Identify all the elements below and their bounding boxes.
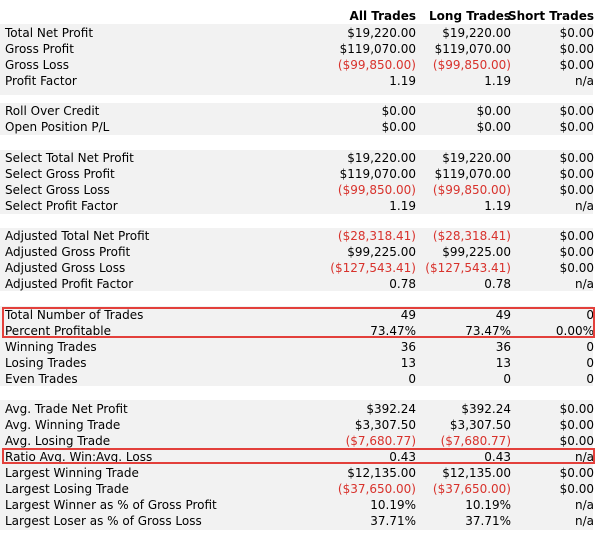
table-row [0,513,606,529]
row-label: Largest Losing Trade [5,482,129,496]
value-all-trades: ($37,650.00) [337,482,416,496]
value-all-trades: $3,307.50 [354,418,416,432]
value-short-trades: n/a [574,199,594,213]
value-short-trades: $0.00 [559,418,594,432]
value-all-trades: 49 [400,308,416,322]
value-long-trades: ($127,543.41) [425,261,511,275]
row-label: Largest Winner as % of Gross Profit [5,498,217,512]
row-label: Total Number of Trades [5,308,144,322]
row-label: Percent Profitable [5,324,111,338]
value-long-trades: 37.71% [465,514,511,528]
row-label: Even Trades [5,372,78,386]
value-short-trades: $0.00 [559,402,594,416]
table-row [0,449,606,465]
value-short-trades: 0.00% [555,324,594,338]
value-short-trades: 0 [586,356,594,370]
value-all-trades: $119,070.00 [339,42,416,56]
value-long-trades: ($99,850.00) [432,58,511,72]
table-row [0,103,606,119]
value-all-trades: ($99,850.00) [337,58,416,72]
value-short-trades: $0.00 [559,466,594,480]
value-short-trades: $0.00 [559,482,594,496]
value-long-trades: 36 [495,340,511,354]
value-short-trades: $0.00 [559,42,594,56]
table-row [0,73,606,89]
value-short-trades: n/a [574,74,594,88]
table-row [0,25,606,41]
row-label: Largest Winning Trade [5,466,139,480]
value-long-trades: $19,220.00 [442,26,511,40]
value-all-trades: 1.19 [389,74,416,88]
value-all-trades: $99,225.00 [347,245,416,259]
table-row [0,417,606,433]
value-short-trades: n/a [574,498,594,512]
value-all-trades: $19,220.00 [347,26,416,40]
value-short-trades: $0.00 [559,183,594,197]
value-all-trades: $0.00 [381,104,416,118]
table-row [0,355,606,371]
value-long-trades: $392.24 [461,402,511,416]
value-long-trades: ($28,318.41) [432,229,511,243]
table-row [0,307,606,323]
table-row [0,481,606,497]
value-long-trades: 13 [495,356,511,370]
table-row [0,276,606,292]
value-long-trades: 73.47% [465,324,511,338]
value-short-trades: $0.00 [559,26,594,40]
value-all-trades: $19,220.00 [347,151,416,165]
table-row [0,401,606,417]
value-short-trades: $0.00 [559,261,594,275]
value-long-trades: $19,220.00 [442,151,511,165]
value-short-trades: $0.00 [559,151,594,165]
value-long-trades: $0.00 [476,104,511,118]
value-long-trades: $99,225.00 [442,245,511,259]
table-row [0,182,606,198]
value-all-trades: $392.24 [366,402,416,416]
column-header-all-trades: All Trades [349,9,416,23]
value-all-trades: ($7,680.77) [345,434,416,448]
value-short-trades: n/a [574,277,594,291]
value-short-trades: 0 [586,372,594,386]
table-row [0,260,606,276]
value-long-trades: 10.19% [465,498,511,512]
row-label: Open Position P/L [5,120,110,134]
table-row [0,41,606,57]
value-short-trades: 0 [586,308,594,322]
value-short-trades: n/a [574,514,594,528]
row-label: Gross Profit [5,42,74,56]
value-all-trades: $119,070.00 [339,167,416,181]
column-header-short-trades: Short Trades [507,9,594,23]
row-label: Select Gross Profit [5,167,115,181]
value-short-trades: $0.00 [559,120,594,134]
value-all-trades: $12,135.00 [347,466,416,480]
value-short-trades: 0 [586,340,594,354]
value-short-trades: $0.00 [559,229,594,243]
column-header-long-trades: Long Trades [429,9,511,23]
row-label: Roll Over Credit [5,104,100,118]
value-all-trades: 13 [400,356,416,370]
value-short-trades: n/a [574,450,594,464]
row-label: Avg. Trade Net Profit [5,402,128,416]
value-long-trades: 1.19 [484,199,511,213]
row-label: Adjusted Profit Factor [5,277,134,291]
row-label: Select Profit Factor [5,199,118,213]
value-all-trades: 0.43 [389,450,416,464]
value-long-trades: $3,307.50 [449,418,511,432]
value-all-trades: 0 [408,372,416,386]
row-label: Profit Factor [5,74,77,88]
row-label: Adjusted Total Net Profit [5,229,150,243]
row-label: Select Total Net Profit [5,151,134,165]
table-row [0,119,606,135]
value-all-trades: 10.19% [370,498,416,512]
row-label: Avg. Winning Trade [5,418,121,432]
value-long-trades: 0.43 [484,450,511,464]
value-long-trades: 1.19 [484,74,511,88]
value-short-trades: $0.00 [559,104,594,118]
value-long-trades: ($7,680.77) [440,434,511,448]
value-long-trades: $119,070.00 [434,42,511,56]
value-all-trades: 73.47% [370,324,416,338]
value-all-trades: 37.71% [370,514,416,528]
value-all-trades: ($127,543.41) [330,261,416,275]
row-label: Ratio Avg. Win:Avg. Loss [5,450,153,464]
value-all-trades: ($99,850.00) [337,183,416,197]
value-long-trades: 0 [503,372,511,386]
table-row [0,166,606,182]
value-long-trades: ($99,850.00) [432,183,511,197]
value-short-trades: $0.00 [559,434,594,448]
value-long-trades: $0.00 [476,120,511,134]
table-row [0,228,606,244]
row-label: Gross Loss [5,58,69,72]
table-row [0,371,606,387]
row-label: Winning Trades [5,340,97,354]
row-label: Adjusted Gross Profit [5,245,131,259]
row-label: Largest Loser as % of Gross Loss [5,514,202,528]
value-long-trades: 0.78 [484,277,511,291]
value-all-trades: ($28,318.41) [337,229,416,243]
row-label: Total Net Profit [5,26,94,40]
table-row [0,433,606,449]
value-long-trades: 49 [495,308,511,322]
table-row [0,323,606,339]
value-all-trades: $0.00 [381,120,416,134]
value-all-trades: 36 [400,340,416,354]
value-short-trades: $0.00 [559,58,594,72]
value-all-trades: 1.19 [389,199,416,213]
value-long-trades: $119,070.00 [434,167,511,181]
table-row [0,198,606,214]
value-all-trades: 0.78 [389,277,416,291]
row-label: Select Gross Loss [5,183,110,197]
row-label: Losing Trades [5,356,87,370]
table-row [0,244,606,260]
value-long-trades: $12,135.00 [442,466,511,480]
table-row [0,339,606,355]
table-row [0,497,606,513]
value-long-trades: ($37,650.00) [432,482,511,496]
table-row [0,465,606,481]
value-short-trades: $0.00 [559,245,594,259]
value-short-trades: $0.00 [559,167,594,181]
row-label: Adjusted Gross Loss [5,261,126,275]
table-row [0,150,606,166]
row-label: Avg. Losing Trade [5,434,111,448]
table-row [0,57,606,73]
